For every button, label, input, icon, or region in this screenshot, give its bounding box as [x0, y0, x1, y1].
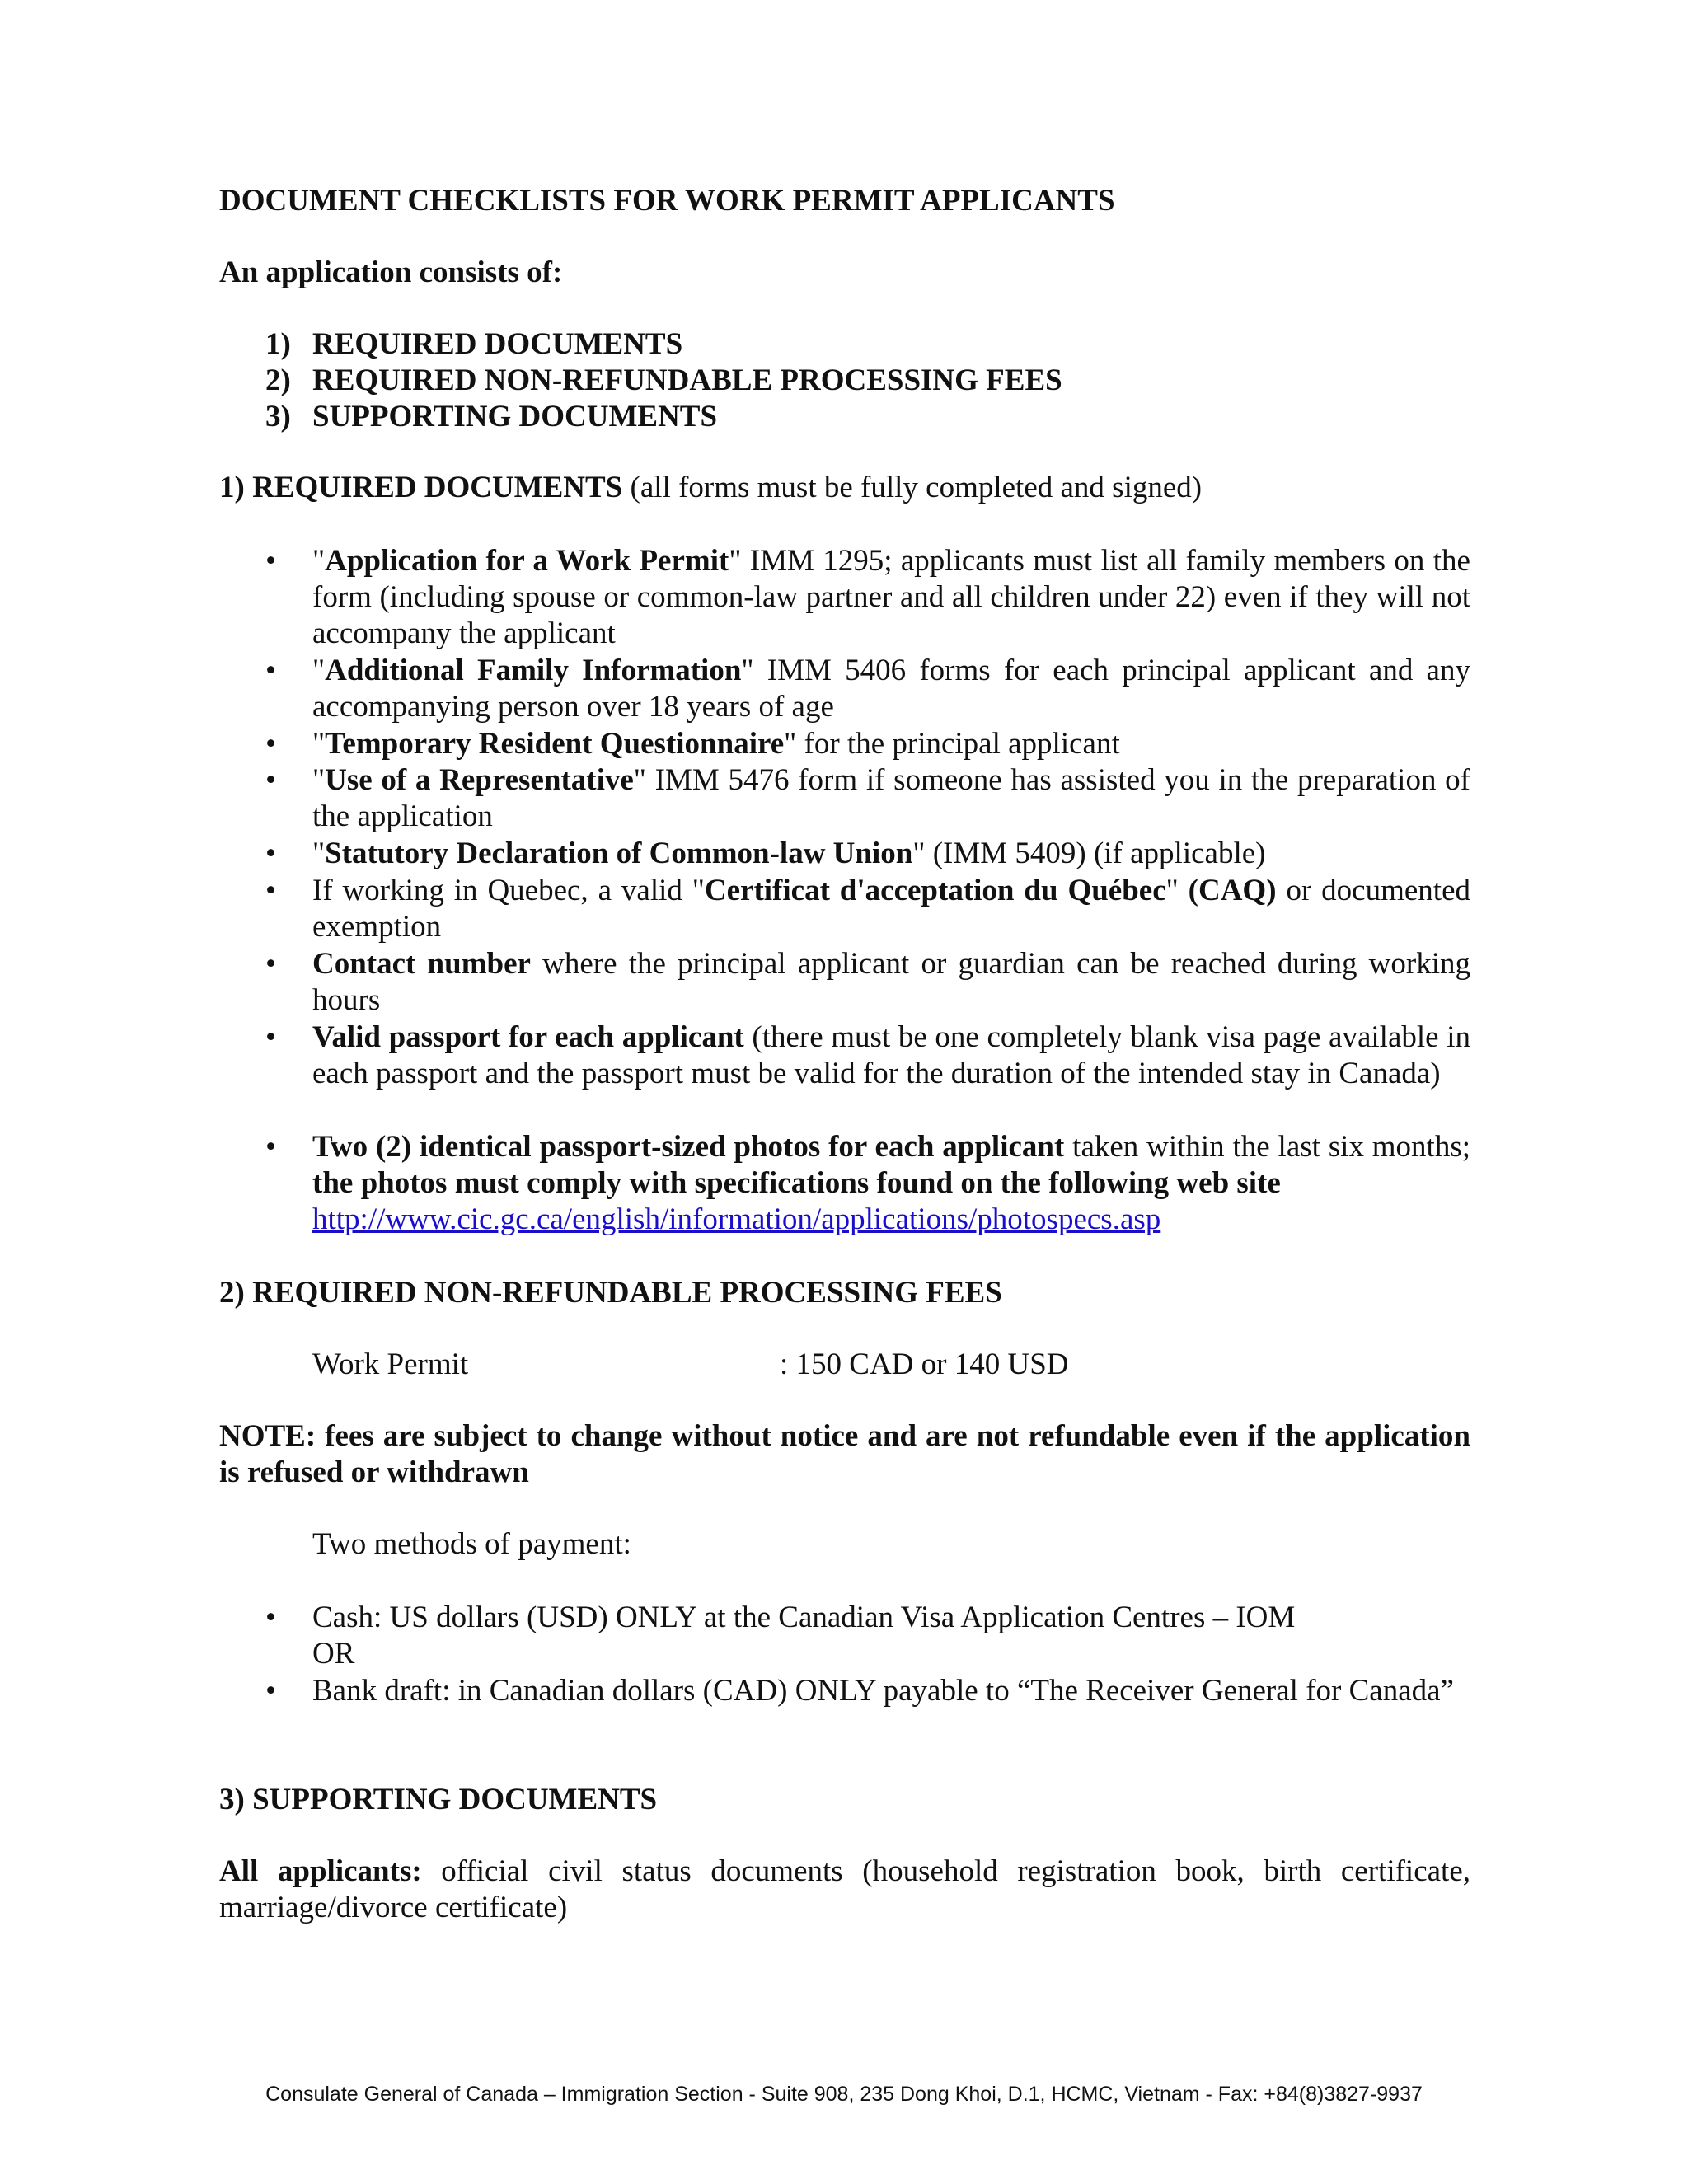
item-text: (there must be one completely blank visa page available in each passport and the passport must be valid for the duration of the intended stay in Canada): [312, 1020, 1470, 1090]
bullet-icon: •: [265, 837, 276, 870]
contents-item-1: [219, 326, 1470, 363]
list-item-text: [312, 1673, 1470, 1709]
list-item-text: [312, 1019, 1470, 1092]
item-title: Two (2) identical passport-sized photos for each applicant: [312, 1130, 1065, 1164]
payment-intro-row: [219, 1526, 1470, 1563]
fee-label: Work Permit: [312, 1347, 469, 1381]
bullet-icon: •: [265, 763, 276, 797]
section-3-heading: 3) SUPPORTING DOCUMENTS: [219, 1783, 658, 1816]
contents-number: 3): [265, 400, 291, 434]
supporting-docs-text: [219, 1854, 1470, 1926]
item-text: " (IMM 5409) (if applicable): [912, 837, 1266, 870]
list-item-text: [312, 1600, 1470, 1672]
fee-note: NOTE: fees are subject to change without notice and are not refundable even if the application is refused or withdrawn: [219, 1419, 1470, 1489]
item-title: Additional Family Information: [325, 654, 742, 687]
item-text: ": [312, 727, 326, 761]
item-text: ": [312, 837, 326, 870]
list-item-text: [312, 873, 1470, 945]
bullet-icon: •: [265, 947, 276, 981]
contents-label: REQUIRED DOCUMENTS: [312, 327, 683, 361]
list-item-text: [312, 543, 1470, 652]
item-title: Use of a Representative: [325, 763, 634, 797]
bullet-icon: •: [265, 1130, 276, 1164]
item-text: " IMM 5476 form if someone has assisted you in the preparation of the application: [312, 763, 1470, 833]
payment-method-cash: Cash: US dollars (USD) ONLY at the Canadian Visa Application Centres – IOM: [312, 1601, 1296, 1634]
payment-method-bank-draft: Bank draft: in Canadian dollars (CAD) ONLY payable to “The Receiver General for Canada”: [312, 1674, 1454, 1708]
item-text: ": [312, 544, 326, 578]
fee-row: [219, 1347, 1470, 1383]
bullet-icon: •: [265, 544, 276, 578]
bullet-icon: •: [265, 874, 276, 907]
item-title: Certificat d'acceptation du Québec: [704, 874, 1166, 907]
list-item-text: [312, 836, 1470, 872]
contents-number: 2): [265, 363, 291, 397]
bullet-icon: •: [265, 1020, 276, 1054]
contents-item-2: [219, 363, 1470, 399]
item-text: " IMM 5406 forms for each principal applicant and any accompanying person over 18 years of age: [312, 654, 1470, 724]
item-text: where the principal applicant or guardian can be reached during working hours: [312, 947, 1470, 1017]
item-text: If working in Quebec, a valid ": [312, 874, 705, 907]
contents-label: REQUIRED NON-REFUNDABLE PROCESSING FEES: [312, 363, 1062, 397]
item-text: or documented exemption: [312, 874, 1470, 944]
item-title: Temporary Resident Questionnaire: [325, 727, 785, 761]
all-applicants-text: official civil status documents (household registration book, birth certificate, marriage/divorce certificate): [219, 1854, 1470, 1924]
section-1-note: (all forms must be fully completed and signed): [622, 471, 1203, 504]
item-title: Application for a Work Permit: [325, 544, 729, 578]
all-applicants-label: All applicants:: [219, 1854, 422, 1888]
item-title: Contact number: [312, 947, 531, 981]
item-text: ": [312, 654, 326, 687]
contents-number: 1): [265, 327, 291, 361]
item-text: taken within the last six months;: [1064, 1130, 1471, 1164]
payment-intro: Two methods of payment:: [312, 1527, 631, 1561]
contents-label: SUPPORTING DOCUMENTS: [312, 400, 718, 434]
document-title: DOCUMENT CHECKLISTS FOR WORK PERMIT APPLICANTS: [219, 184, 1115, 218]
page-footer: Consulate General of Canada – Immigration Section - Suite 908, 235 Dong Khoi, D.1, HCMC, Vietnam - Fax: +84(8)3827-9937: [265, 2083, 1423, 2106]
list-item-text: [312, 1129, 1470, 1238]
section-1-heading: [219, 470, 1470, 506]
item-text: ": [312, 763, 326, 797]
item-text: " for the principal applicant: [784, 727, 1120, 761]
section-1-title: 1) REQUIRED DOCUMENTS: [219, 471, 623, 504]
list-item-text: [312, 946, 1470, 1019]
list-item-text: [312, 762, 1470, 835]
photospecs-link[interactable]: http://www.cic.gc.ca/english/information/applications/photospecs.asp: [312, 1202, 1161, 1236]
item-title: the photos must comply with specifications found on the following web site: [312, 1166, 1281, 1200]
item-text: ": [1165, 874, 1189, 907]
fee-value: : 150 CAD or 140 USD: [780, 1347, 1069, 1381]
contents-item-3: [219, 399, 1470, 435]
item-title: Statutory Declaration of Common-law Union: [325, 837, 913, 870]
list-item-text: [312, 726, 1470, 762]
payment-or: OR: [312, 1637, 355, 1671]
item-text: " IMM 1295; applicants must list all family members on the form (including spouse or common-law partner and all children under 22) even if they will not accompany the applicant: [312, 544, 1470, 650]
section-2-heading: 2) REQUIRED NON-REFUNDABLE PROCESSING FEES: [219, 1276, 1002, 1310]
bullet-icon: •: [265, 654, 276, 687]
item-title: (CAQ): [1188, 874, 1277, 907]
bullet-icon: •: [265, 727, 276, 761]
bullet-icon: •: [265, 1674, 276, 1708]
item-title: Valid passport for each applicant: [312, 1020, 744, 1054]
list-item-text: [312, 653, 1470, 725]
bullet-icon: •: [265, 1601, 276, 1634]
intro-text: An application consists of:: [219, 255, 563, 289]
